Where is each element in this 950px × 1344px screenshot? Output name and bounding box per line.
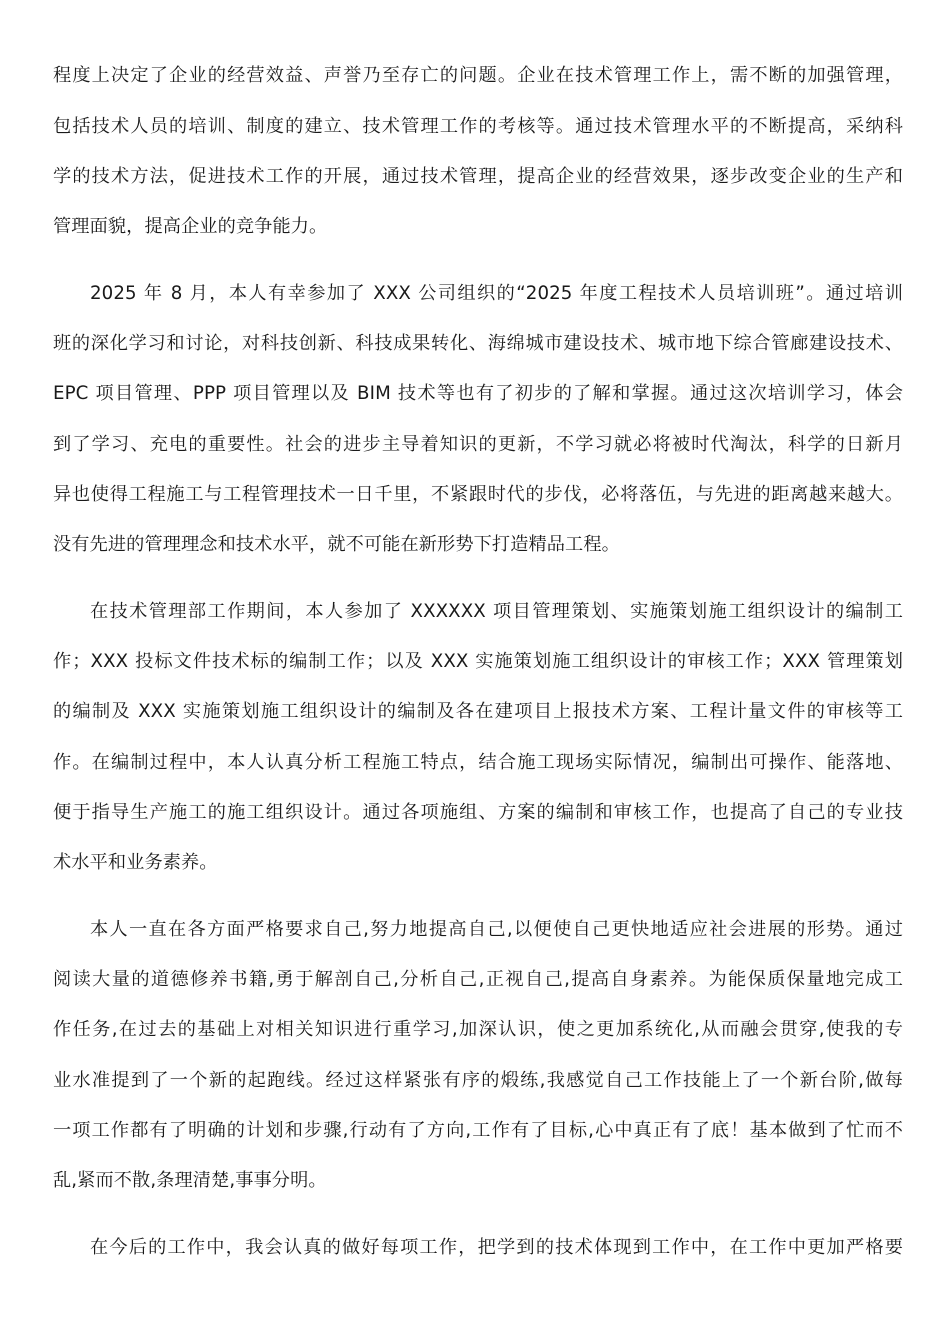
paragraph-2-line-1: 2025 年 8 月，本人有幸参加了 XXX 公司组织的“2025 年度工程技术人员培训班”。通过培训 xyxy=(90,283,903,304)
paragraph-2-line-2: 班的深化学习和讨论，对科技创新、科技成果转化、海绵城市建设技术、城市地下综合管廊建设技术、 xyxy=(53,333,903,354)
paragraph-3-line-5: 便于指导生产施工的施工组织设计。通过各项施组、方案的编制和审核工作，也提高了自己的专业技 xyxy=(53,802,903,823)
paragraph-4-line-5: 一项工作都有了明确的计划和步骤,行动有了方向,工作有了目标,心中真正有了底！基本做到了忙而不 xyxy=(53,1120,903,1141)
paragraph-3-line-1: 在技术管理部工作期间，本人参加了 XXXXXX 项目管理策划、实施策划施工组织设计的编制工 xyxy=(90,601,903,622)
paragraph-2-line-3: EPC 项目管理、PPP 项目管理以及 BIM 技术等也有了初步的了解和掌握。通过这次培训学习，体会 xyxy=(53,383,903,404)
paragraph-1-line-4: 管理面貌，提高企业的竞争能力。 xyxy=(53,216,328,237)
paragraph-4-line-6: 乱,紧而不散,条理清楚,事事分明。 xyxy=(53,1170,327,1191)
paragraph-2-line-6: 没有先进的管理理念和技术水平，就不可能在新形势下打造精品工程。 xyxy=(53,534,620,555)
paragraph-5-line-1: 在今后的工作中，我会认真的做好每项工作，把学到的技术体现到工作中，在工作中更加严格要 xyxy=(90,1237,903,1258)
paragraph-4-line-3: 作任务,在过去的基础上对相关知识进行重学习,加深认识，使之更加系统化,从而融会贯穿,使我的专 xyxy=(53,1019,903,1040)
paragraph-4-line-1: 本人一直在各方面严格要求自己,努力地提高自己,以便使自己更快地适应社会进展的形势。通过 xyxy=(90,919,903,940)
paragraph-2-line-5: 异也使得工程施工与工程管理技术一日千里，不紧跟时代的步伐，必将落伍，与先进的距离越来越大。 xyxy=(53,484,903,505)
paragraph-1-line-1: 程度上决定了企业的经营效益、声誉乃至存亡的问题。企业在技术管理工作上，需不断的加强管理， xyxy=(53,65,903,86)
paragraph-2-line-4: 到了学习、充电的重要性。社会的进步主导着知识的更新，不学习就必将被时代淘汰，科学的日新月 xyxy=(53,434,903,455)
paragraph-4-line-4: 业水准提到了一个新的起跑线。经过这样紧张有序的煅练,我感觉自己工作技能上了一个新台阶,做每 xyxy=(53,1070,903,1091)
paragraph-4-line-2: 阅读大量的道德修养书籍,勇于解剖自己,分析自己,正视自己,提高自身素养。为能保质保量地完成工 xyxy=(53,969,903,990)
paragraph-3-line-6: 术水平和业务素养。 xyxy=(53,852,218,873)
paragraph-3-line-4: 作。在编制过程中，本人认真分析工程施工特点，结合施工现场实际情况，编制出可操作、能落地、 xyxy=(53,752,903,773)
paragraph-3-line-3: 的编制及 XXX 实施策划施工组织设计的编制及各在建项目上报技术方案、工程计量文件的审核等工 xyxy=(53,701,903,722)
paragraph-1-line-2: 包括技术人员的培训、制度的建立、技术管理工作的考核等。通过技术管理水平的不断提高，采纳科 xyxy=(53,116,903,137)
paragraph-1-line-3: 学的技术方法，促进技术工作的开展，通过技术管理，提高企业的经营效果，逐步改变企业的生产和 xyxy=(53,166,903,187)
paragraph-3-line-2: 作；XXX 投标文件技术标的编制工作；以及 XXX 实施策划施工组织设计的审核工作；XXX 管理策划 xyxy=(53,651,903,672)
